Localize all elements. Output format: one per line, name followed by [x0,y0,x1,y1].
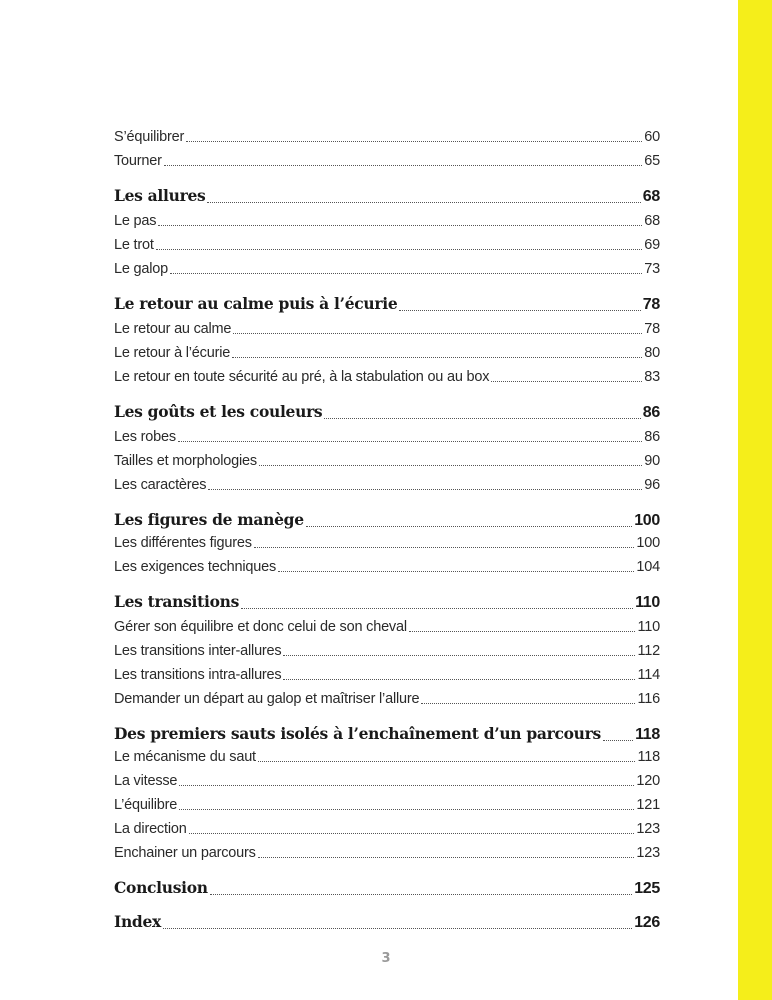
toc-section-entry [114,212,660,230]
toc-chapter-entry [114,510,660,531]
toc-chapter-entry [114,912,660,933]
toc-section-entry [114,428,660,446]
dot-leader [306,525,632,527]
toc-entry-page: 110 [637,619,660,635]
toc-entry-title: Conclusion [114,878,208,897]
dot-leader [409,630,636,632]
toc-entry-page: 116 [637,691,660,707]
toc-entry-title: Des premiers sauts isolés à l’enchaînement d’un parcours [114,724,601,743]
toc-section-entry [114,344,660,362]
toc-section-entry [114,452,660,470]
toc-entry-page: 69 [644,237,660,253]
dot-leader [170,272,642,274]
toc-entry-title: Les transitions [114,592,240,611]
toc-entry-page: 125 [634,880,660,897]
toc-entry-title: S’équilibrer [114,129,185,145]
toc-section-entry [114,772,660,790]
dot-leader [179,784,634,786]
toc-chapter-entry [114,592,660,613]
toc-entry-title: La direction [114,821,187,837]
toc-entry-title: Les transitions intra-allures [114,667,282,683]
toc-entry-page: 120 [636,773,660,789]
dot-leader [399,309,640,311]
toc-entry-title: L’équilibre [114,797,178,813]
toc-entry-title: Demander un départ au galop et maîtriser l’allure [114,691,420,707]
dot-leader [163,927,632,929]
toc-entry-page: 123 [636,845,660,861]
toc-section-entry [114,476,660,494]
toc-entry-title: Index [114,912,161,931]
toc-entry-title: Les allures [114,186,206,205]
toc-section-entry [114,796,660,814]
dot-leader [241,607,633,609]
toc-section-entry [114,128,660,146]
toc-entry-page: 123 [636,821,660,837]
toc-entry-page: 68 [644,213,660,229]
toc-section-entry [114,152,660,170]
toc-section-entry [114,748,660,766]
toc-entry-page: 73 [644,261,660,277]
dot-leader [189,832,635,834]
dot-leader [179,808,634,810]
toc-chapter-entry [114,186,660,207]
toc-entry-page: 83 [644,369,660,385]
toc-section-entry [114,534,660,552]
dot-leader [158,224,642,226]
toc-entry-title: Le trot [114,237,154,253]
toc-entry-page: 68 [642,188,660,205]
dot-leader [207,201,640,203]
toc-section-entry [114,320,660,338]
toc-section-entry [114,844,660,862]
toc-entry-page: 78 [644,321,660,337]
toc-entry-title: Les figures de manège [114,510,304,529]
dot-leader [278,570,634,572]
toc-entry-page: 80 [644,345,660,361]
toc-section-entry [114,618,660,636]
toc-entry-title: Le retour en toute sécurité au pré, à la stabulation ou au box [114,369,490,385]
toc-entry-page: 104 [636,559,660,575]
dot-leader [258,856,635,858]
toc-entry-title: La vitesse [114,773,178,789]
page-number: 3 [381,951,391,966]
toc-entry-page: 126 [634,914,660,931]
toc-entry-title: Le retour au calme [114,321,232,337]
toc-entry-page: 121 [636,797,660,813]
toc-entry-title: Les exigences techniques [114,559,277,575]
dot-leader [324,417,640,419]
toc-section-entry [114,642,660,660]
toc-entry-page: 86 [642,404,660,421]
dot-leader [178,440,642,442]
toc-chapter-entry [114,878,660,899]
dot-leader [232,356,642,358]
toc-entry-title: Le retour au calme puis à l’écurie [114,294,398,313]
dot-leader [186,140,642,142]
toc-entry-page: 96 [644,477,660,493]
toc-section-entry [114,666,660,684]
toc-section-entry [114,558,660,576]
toc-entry-title: Les goûts et les couleurs [114,402,323,421]
dot-leader [210,893,632,895]
dot-leader [156,248,643,250]
dot-leader [283,654,635,656]
dot-leader [283,678,635,680]
toc-entry-page: 118 [637,749,660,765]
dot-leader [254,546,635,548]
dot-leader [421,702,635,704]
toc-entry-title: Les transitions inter-allures [114,643,282,659]
toc-entry-title: Tailles et morphologies [114,453,257,469]
toc-section-entry [114,690,660,708]
toc-entry-page: 112 [637,643,660,659]
toc-entry-page: 90 [644,453,660,469]
dot-leader [208,488,642,490]
toc-entry-page: 100 [634,512,660,529]
toc-entry-title: Les robes [114,429,176,445]
toc-entry-title: Le retour à l’écurie [114,345,231,361]
toc-entry-title: Gérer son équilibre et donc celui de son cheval [114,619,407,635]
toc-chapter-entry [114,724,660,745]
toc-entry-title: Tourner [114,153,162,169]
toc-chapter-entry [114,402,660,423]
toc-entry-page: 100 [636,535,660,551]
toc-entry-page: 118 [635,726,660,743]
toc-entry-title: Enchainer un parcours [114,845,256,861]
toc-section-entry [114,260,660,278]
toc-entry-page: 86 [644,429,660,445]
dot-leader [603,739,633,741]
toc-entry-page: 114 [637,667,660,683]
dot-leader [258,760,636,762]
toc-entry-title: Le mécanisme du saut [114,749,256,765]
dot-leader [259,464,642,466]
dot-leader [233,332,642,334]
dot-leader [491,380,642,382]
toc-section-entry [114,820,660,838]
toc-entry-page: 110 [635,594,660,611]
toc-section-entry [114,368,660,386]
toc-entry-title: Les caractères [114,477,207,493]
toc-entry-title: Les différentes figures [114,535,252,551]
toc-entry-page: 60 [644,129,660,145]
toc-entry-page: 78 [642,296,660,313]
toc-entry-title: Le pas [114,213,157,229]
toc-chapter-entry [114,294,660,315]
yellow-edge-band [738,0,772,1000]
toc-section-entry [114,236,660,254]
toc-entry-title: Le galop [114,261,169,277]
dot-leader [164,164,643,166]
toc-entry-page: 65 [644,153,660,169]
